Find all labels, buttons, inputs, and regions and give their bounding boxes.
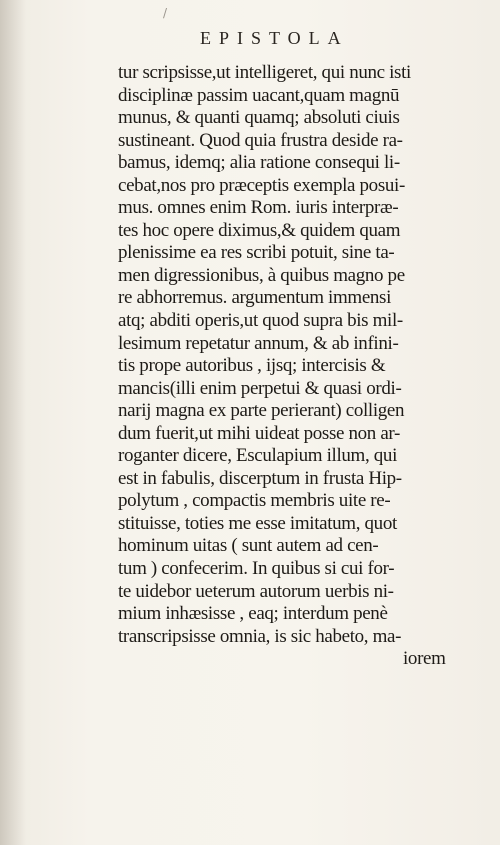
gutter-shadow [0,0,26,845]
text-line: tur scripsisse,ut intelligeret, qui nunc isti [118,62,411,83]
running-head: EPISTOLA [200,28,349,48]
text-line: dum fuerit,ut mihi uideat posse non ar- [118,422,400,444]
text-line: tis prope autoribus , ijsq; intercisis & [118,355,386,377]
text-line: mium inhæsisse , eaq; interdum penè [118,603,388,625]
text-line: roganter dicere, Esculapium illum, qui [118,445,398,467]
text-line: transcripsisse omnia, is sic habeto, ma- [118,625,402,647]
text-line: stituisse, toties me esse imitatum, quot [118,512,397,534]
text-line: est in fabulis, discerptum in frusta Hip- [118,467,402,489]
text-line: mus. omnes enim Rom. iuris interpræ- [118,197,399,219]
text-line: hominum uitas ( sunt autem ad cen- [118,535,379,557]
body-text [118,62,468,671]
text-line: re abhorremus. argumentum immensi [118,287,392,309]
text-line: lesimum repetatur annum, & ab infini- [118,332,399,354]
text-line: sustineant. Quod quia frustra deside ra- [118,129,403,151]
text-line: polytum , compactis membris uite re- [118,490,391,512]
text-line: cebat,nos pro præceptis exempla posui- [118,174,405,196]
text-line: atq; abditi operis,ut quod supra bis mil- [118,310,403,332]
text-line: tum ) confecerim. In quibus si cui for- [118,558,395,580]
margin-mark: / [163,6,168,20]
text-line: disciplinæ passim uacant,quam magnū [118,84,400,106]
text-line: munus, & quanti quamq; absoluti ciuis [118,107,400,129]
text-line: narij magna ex parte perierant) colligen [118,400,405,422]
text-line: te uidebor ueterum autorum uerbis ni- [118,580,394,602]
text-line: iorem [403,648,446,670]
text-line: tes hoc opere diximus,& quidem quam [118,219,401,241]
text-line: plenissime ea res scribi potuit, sine ta- [118,242,395,264]
text-line: bamus, idemq; alia ratione consequi li- [118,152,400,174]
text-line: men digressionibus, à quibus magno pe [118,264,405,286]
text-line: mancis(illi enim perpetui & quasi ordi- [118,377,402,399]
